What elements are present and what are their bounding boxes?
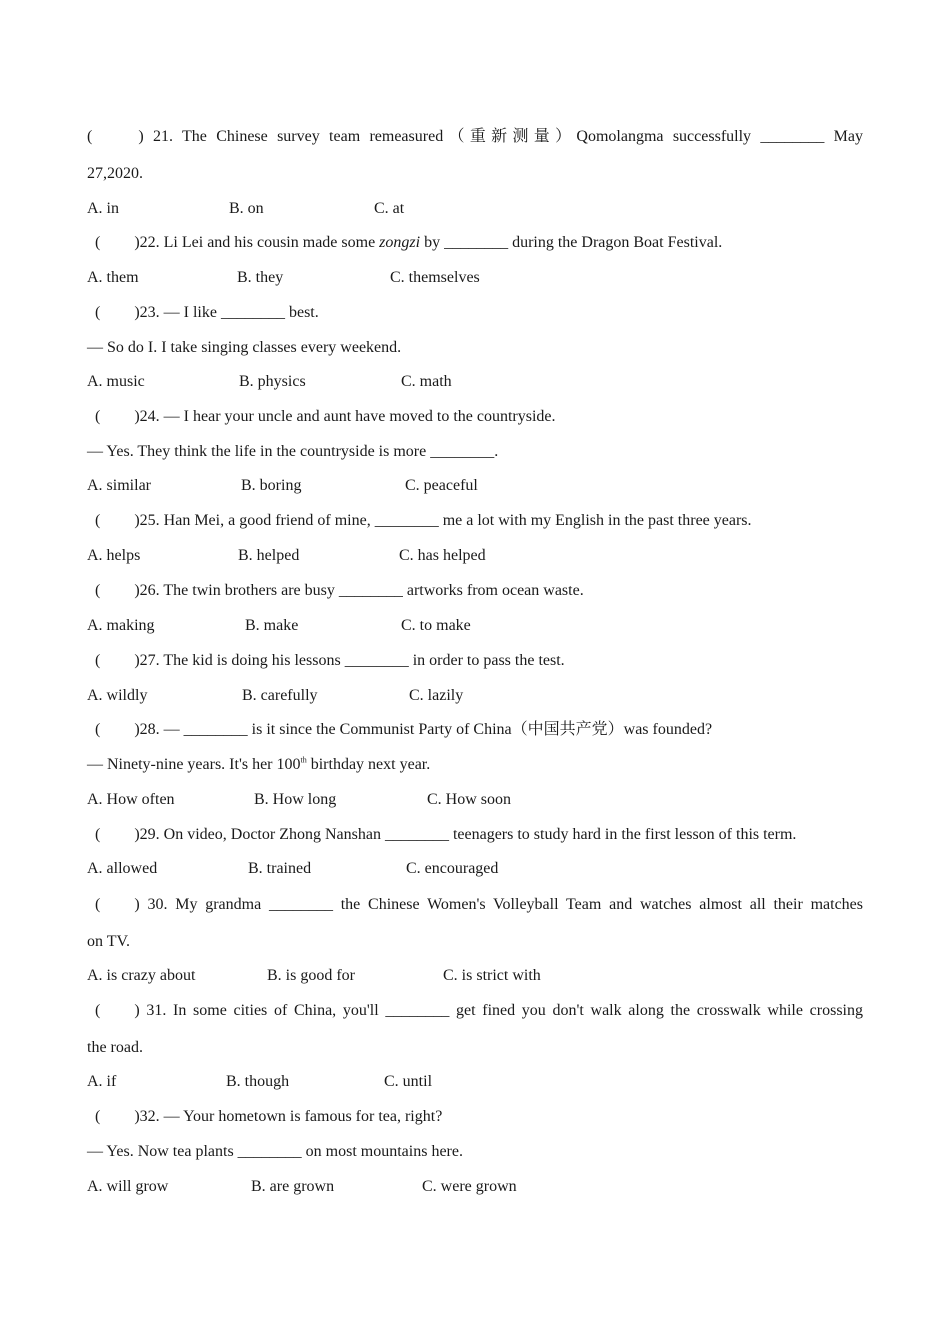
question-31-option-b[interactable]: B. though xyxy=(226,1073,290,1090)
question-30-option-c[interactable]: C. is strict with xyxy=(443,967,541,984)
question-32-option-a[interactable]: A. will grow xyxy=(87,1178,169,1195)
question-23-stem: ( )23. — I like ________ best. xyxy=(95,304,319,321)
question-32-option-b[interactable]: B. are grown xyxy=(251,1178,335,1195)
question-27-option-a[interactable]: A. wildly xyxy=(87,687,148,704)
question-27-stem: ( )27. The kid is doing his lessons ________ in order to pass the test. xyxy=(95,652,565,669)
question-27-option-b[interactable]: B. carefully xyxy=(242,687,318,704)
question-32-continuation: — Yes. Now tea plants ________ on most mountains here. xyxy=(87,1143,463,1160)
question-24-continuation: — Yes. They think the life in the countryside is more ________. xyxy=(87,443,499,460)
question-22-option-b[interactable]: B. they xyxy=(237,269,284,286)
question-23-option-c[interactable]: C. math xyxy=(401,373,452,390)
question-31-continuation: the road. xyxy=(87,1039,143,1056)
question-22-option-c[interactable]: C. themselves xyxy=(390,269,480,286)
question-22-stem: ( )22. Li Lei and his cousin made some zongzi by ________ during the Dragon Boat Festival. xyxy=(95,234,723,251)
question-28-continuation: — Ninety-nine years. It's her 100th birthday next year. xyxy=(87,755,431,773)
question-25-option-c[interactable]: C. has helped xyxy=(399,547,486,564)
question-30-option-a[interactable]: A. is crazy about xyxy=(87,967,196,984)
question-23-option-b[interactable]: B. physics xyxy=(239,373,306,390)
question-27-option-c[interactable]: C. lazily xyxy=(409,687,464,704)
question-28-option-a[interactable]: A. How often xyxy=(87,791,175,808)
question-29-stem: ( )29. On video, Doctor Zhong Nanshan ________ teenagers to study hard in the first lesson of this term. xyxy=(95,826,797,843)
question-21-option-c[interactable]: C. at xyxy=(374,200,405,217)
question-25-option-b[interactable]: B. helped xyxy=(238,547,300,564)
question-31-stem: ( ) 31. In some cities of China, you'll ________ get fined you don't walk along the crosswalk while crossing xyxy=(95,1002,863,1019)
question-26-stem: ( )26. The twin brothers are busy ________ artworks from ocean waste. xyxy=(95,582,584,599)
question-31-option-c[interactable]: C. until xyxy=(384,1073,433,1090)
question-22-option-a[interactable]: A. them xyxy=(87,269,139,286)
question-32-option-c[interactable]: C. were grown xyxy=(422,1178,517,1195)
question-21-option-a[interactable]: A. in xyxy=(87,200,119,217)
question-28-stem: ( )28. — ________ is it since the Communist Party of China（中国共产党）was founded? xyxy=(95,721,713,738)
question-23-option-a[interactable]: A. music xyxy=(87,373,145,390)
question-29-option-c[interactable]: C. encouraged xyxy=(406,860,499,877)
zongzi-word: zongzi xyxy=(379,234,421,251)
question-31-option-a[interactable]: A. if xyxy=(87,1073,117,1090)
question-25-stem: ( )25. Han Mei, a good friend of mine, ________ me a lot with my English in the past three years. xyxy=(95,512,752,529)
question-21-stem: ( ) 21. The Chinese survey team remeasured（重新测量）Qomolangma successfully ________ May xyxy=(87,128,864,145)
question-21-option-b[interactable]: B. on xyxy=(229,200,264,217)
question-24-stem: ( )24. — I hear your uncle and aunt have moved to the countryside. xyxy=(95,408,556,425)
question-26-option-c[interactable]: C. to make xyxy=(401,617,471,634)
question-25-option-a[interactable]: A. helps xyxy=(87,547,141,564)
question-30-continuation: on TV. xyxy=(87,933,130,950)
question-24-option-b[interactable]: B. boring xyxy=(241,477,302,494)
question-23-continuation: — So do I. I take singing classes every weekend. xyxy=(87,339,402,356)
question-28-option-c[interactable]: C. How soon xyxy=(427,791,512,808)
question-21-text: 21. The Chinese survey team remeasured（重新测量）Qomolangma successfully ________ May xyxy=(152,128,864,145)
question-29-option-a[interactable]: A. allowed xyxy=(87,860,158,877)
question-24-option-c[interactable]: C. peaceful xyxy=(405,477,478,494)
question-30-option-b[interactable]: B. is good for xyxy=(267,967,355,984)
question-26-option-b[interactable]: B. make xyxy=(245,617,299,634)
question-24-option-a[interactable]: A. similar xyxy=(87,477,151,494)
question-21-continuation: 27,2020. xyxy=(87,165,143,182)
question-32-stem: ( )32. — Your hometown is famous for tea, right? xyxy=(95,1108,443,1125)
question-30-stem: ( ) 30. My grandma ________ the Chinese Women's Volleyball Team and watches almost all their matches xyxy=(95,896,864,913)
question-29-option-b[interactable]: B. trained xyxy=(248,860,312,877)
question-26-option-a[interactable]: A. making xyxy=(87,617,155,634)
question-28-option-b[interactable]: B. How long xyxy=(254,791,337,808)
